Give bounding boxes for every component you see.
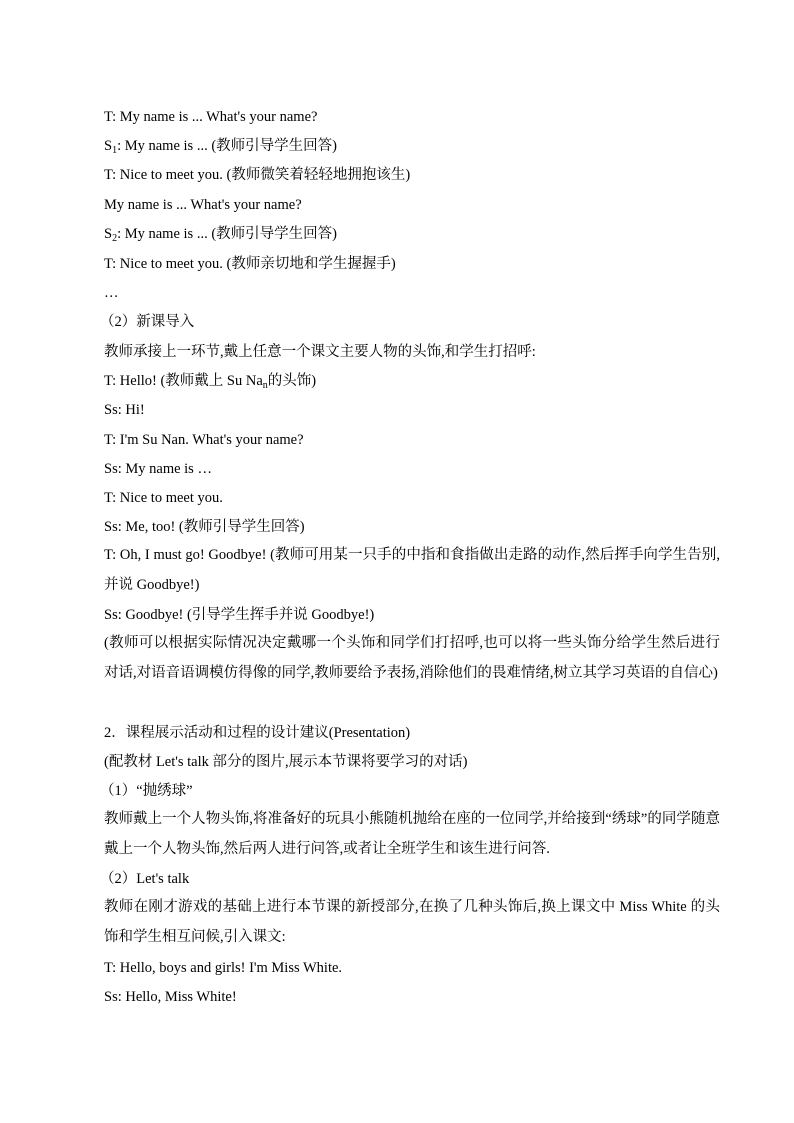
paragraph-text: (配教材 Let's talk 部分的图片,展示本节课将要学习的对话): [104, 754, 468, 770]
dialogue-line: T: My name is ... What's your name?: [104, 109, 318, 125]
dialogue-line: Ss: Me, too! (教师引导学生回答): [104, 519, 305, 535]
dialogue-line: T: Hello, boys and girls! I'm Miss White.: [104, 960, 343, 976]
paragraph-text: 教师戴上一个人物头饰,将准备好的玩具小熊随机抛给在座的一位同学,并给接到“绣球”的同学随意戴上一个人物头饰,然后两人进行问答,或者让全班学生和该生进行问答.: [104, 811, 720, 857]
name-subscript: n: [262, 380, 268, 391]
subsection-heading: （2）Let's talk: [100, 871, 190, 887]
speaker-label: S: [104, 226, 113, 242]
dialogue-line: T: Nice to meet you. (教师亲切地和学生握握手): [104, 256, 396, 272]
teacher-note-paragraph: (教师可以根据实际情况决定戴哪一个头饰和同学们打招呼,也可以将一些头饰分给学生然后进行对话,对语音语调模仿得像的同学,教师要给予表扬,消除他们的畏难情绪,树立其学习英语的自信心): [104, 635, 720, 681]
ellipsis-line: …: [104, 285, 119, 301]
dialogue-line: Ss: My name is …: [104, 461, 212, 477]
paragraph-text: 教师在刚才游戏的基础上进行本节课的新授部分,在换了几种头饰后,换上课文中 Miss White 的头饰和学生相互问候,引入课文:: [104, 899, 720, 945]
teacher-note: (教师引导学生回答): [211, 226, 337, 242]
dialogue-line: [104, 371, 316, 396]
dialogue-paragraph: T: Oh, I must go! Goodbye! (教师可用某一只手的中指和食指做出走路的动作,然后挥手向学生告别,并说 Goodbye!): [104, 547, 720, 593]
dialogue-line: T: Nice to meet you.: [104, 490, 223, 506]
dialogue-line: T: I'm Su Nan. What's your name?: [104, 432, 304, 448]
dialogue-line: [104, 136, 337, 161]
section-heading: （2）新课导入: [100, 314, 195, 330]
dialogue-line: [104, 224, 337, 249]
section-heading: 2．课程展示活动和过程的设计建议(Presentation): [104, 725, 411, 741]
dialogue-text: : My name is ...: [117, 138, 212, 154]
dialogue-line: T: Nice to meet you. (教师微笑着轻轻地拥抱该生): [104, 167, 411, 183]
subsection-heading: （1）“抛绣球”: [100, 783, 193, 799]
dialogue-line: Ss: Hi!: [104, 402, 145, 418]
dialogue-text: T: Hello! (教师戴上 Su Na: [104, 373, 263, 389]
speaker-label: S: [104, 138, 113, 154]
teacher-note: (教师引导学生回答): [211, 138, 337, 154]
dialogue-line: My name is ... What's your name?: [104, 197, 302, 213]
speaker-subscript: 2: [112, 233, 118, 244]
paragraph-text: 教师承接上一环节,戴上任意一个课文主要人物的头饰,和学生打招呼:: [104, 344, 536, 360]
speaker-subscript: 1: [112, 145, 118, 156]
dialogue-line: Ss: Goodbye! (引导学生挥手并说 Goodbye!): [104, 607, 375, 623]
dialogue-text: : My name is ...: [117, 226, 212, 242]
teacher-note: 的头饰): [267, 373, 317, 389]
dialogue-line: Ss: Hello, Miss White!: [104, 989, 237, 1005]
